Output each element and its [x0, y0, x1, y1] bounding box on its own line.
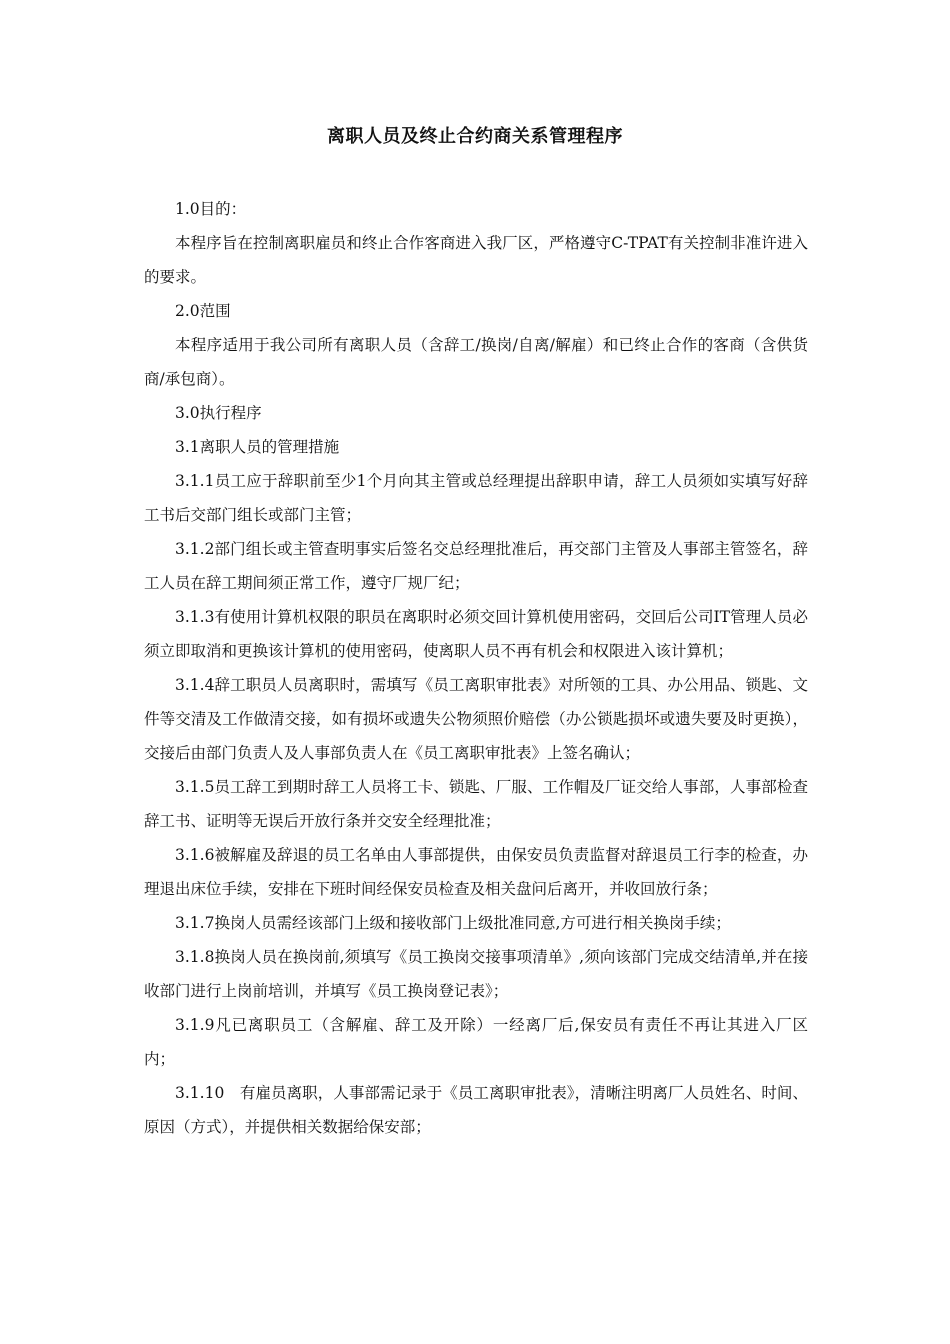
paragraph-3-1-6: 3.1.6被解雇及辞退的员工名单由人事部提供，由保安员负责监督对辞退员工行李的检查，办理退出床位手续，安排在下班时间经保安员检查及相关盘问后离开，并收回放行条； [144, 846, 808, 898]
paragraph-purpose-heading: 1.0目的： [175, 200, 247, 218]
document-title: 离职人员及终止合约商关系管理程序 [327, 126, 623, 147]
paragraph-3-1-5: 3.1.5员工辞工到期时辞工人员将工卡、锁匙、厂服、工作帽及厂证交给人事部，人事部检查辞工书、证明等无误后开放行条并交安全经理批准； [144, 778, 808, 830]
document-body [144, 192, 808, 1144]
paragraph-scope-text: 本程序适用于我公司所有离职人员（含辞工/换岗/自离/解雇）和已终止合作的客商（含供货商/承包商）。 [144, 336, 808, 388]
paragraph-3-1-1: 3.1.1员工应于辞职前至少1个月向其主管或总经理提出辞职申请，辞工人员须如实填写好辞工书后交部门组长或部门主管； [144, 472, 808, 524]
paragraph-3-1-9: 3.1.9凡已离职员工（含解雇、辞工及开除）一经离厂后,保安员有责任不再让其进入厂区内； [144, 1016, 808, 1068]
paragraph-3-1-8: 3.1.8换岗人员在换岗前,须填写《员工换岗交接事项清单》,须向该部门完成交结清单,并在接收部门进行上岗前培训，并填写《员工换岗登记表》； [144, 948, 808, 1000]
paragraph-3-1-3: 3.1.3有使用计算机权限的职员在离职时必须交回计算机使用密码，交回后公司IT管理人员必须立即取消和更换该计算机的使用密码，使离职人员不再有机会和权限进入该计算机； [144, 608, 808, 660]
paragraph-scope-heading: 2.0范围 [175, 302, 231, 320]
paragraph-purpose-text: 本程序旨在控制离职雇员和终止合作客商进入我厂区，严格遵守C-TPAT有关控制非准许进入的要求。 [144, 234, 808, 286]
paragraph-3-1-10: 3.1.10 有雇员离职，人事部需记录于《员工离职审批表》，清晰注明离厂人员姓名、时间、原因（方式），并提供相关数据给保安部； [144, 1084, 808, 1136]
paragraph-3-1-7: 3.1.7换岗人员需经该部门上级和接收部门上级批准同意,方可进行相关换岗手续； [175, 914, 731, 932]
paragraph-procedure-heading: 3.0执行程序 [175, 404, 262, 422]
paragraph-3-1-2: 3.1.2部门组长或主管查明事实后签名交总经理批准后，再交部门主管及人事部主管签名，辞工人员在辞工期间须正常工作，遵守厂规厂纪； [144, 540, 808, 592]
paragraph-3-1-4: 3.1.4辞工职员人员离职时，需填写《员工离职审批表》对所领的工具、办公用品、锁匙、文件等交清及工作做清交接，如有损坏或遗失公物须照价赔偿（办公锁匙损坏或遗失要及时更换），交接后由部门负责人及人事部负责人在《员工离职审批表》上签名确认； [144, 676, 808, 762]
paragraph-section-3-1: 3.1离职人员的管理措施 [175, 438, 340, 456]
